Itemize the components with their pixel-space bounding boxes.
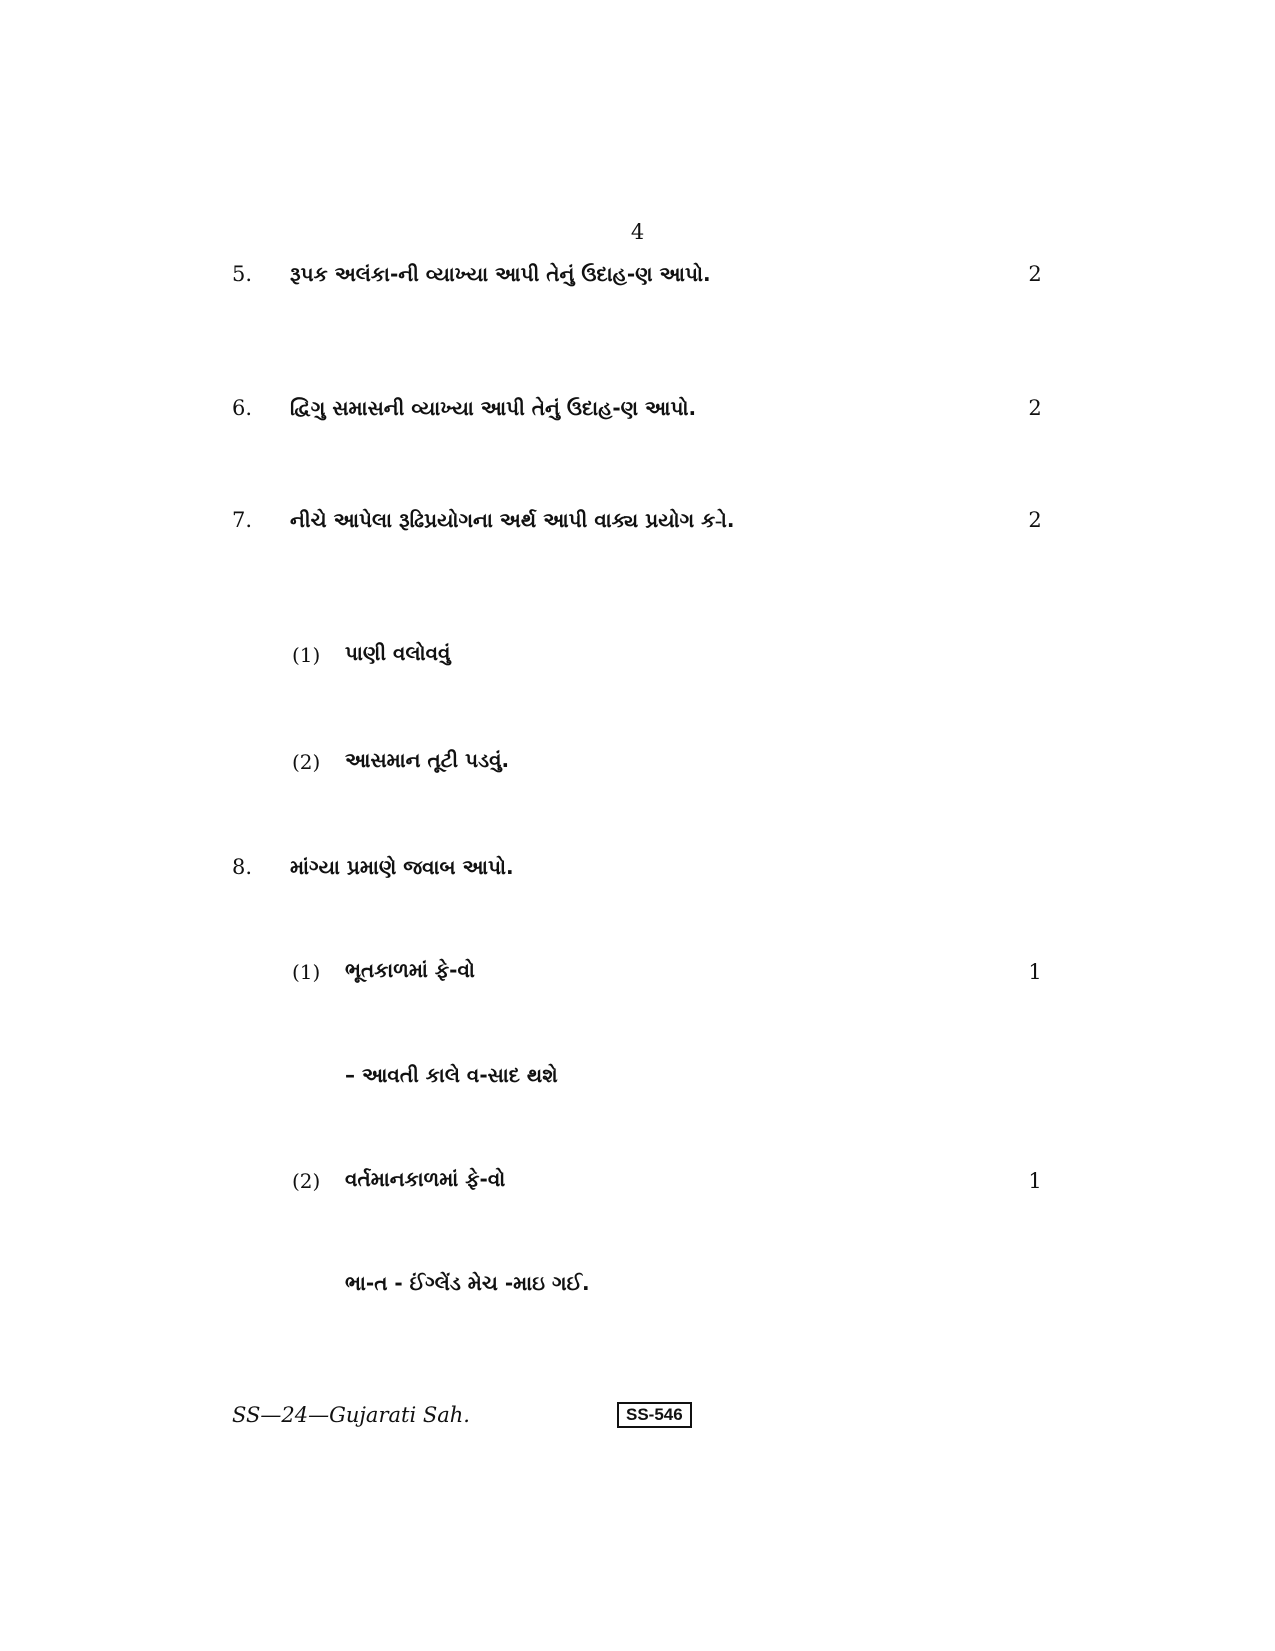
question-5-number: 5. [232, 262, 253, 286]
question-7-number: 7. [232, 508, 253, 532]
question-8-sub-2-number: (2) [292, 1169, 321, 1193]
question-6-marks: 2 [1028, 396, 1042, 420]
question-6-text: દ્વિગુ સમાસની વ્યાખ્યા આપી તેનું ઉદાહ-ણ આપો. [290, 396, 697, 420]
page-number: 4 [630, 220, 645, 244]
footer-paper-title: SS—24—Gujarati Sah. [232, 1403, 470, 1427]
question-8-sub-2-detail: ભા-ત - ઈંગ્લેંડ મેચ -માઇ ગઈ. [345, 1271, 590, 1295]
question-7-marks: 2 [1028, 508, 1042, 532]
question-5-marks: 2 [1028, 262, 1042, 286]
question-7-sub-2-text: આસમાન તૂટી પડવું. [345, 748, 510, 772]
question-8-sub-1-number: (1) [292, 960, 321, 984]
question-8-text: માંગ્યા પ્રમાણે જવાબ આપો. [290, 855, 514, 879]
question-8-sub-1-marks: 1 [1028, 960, 1042, 984]
footer-paper-code: SS-546 [617, 1402, 692, 1428]
question-7-sub-2-number: (2) [292, 750, 321, 774]
question-7-sub-1-text: પાણી વલોવવું [345, 641, 451, 665]
question-8-sub-1-text: ભૂતકાળમાં ફે-વો [345, 958, 475, 982]
question-8-sub-2-marks: 1 [1028, 1169, 1042, 1193]
question-6-number: 6. [232, 396, 253, 420]
question-8-sub-2-text: વર્તમાનકાળમાં ફે-વો [345, 1167, 506, 1191]
question-5-text: રૂપક અલંકા-ની વ્યાખ્યા આપી તેનું ઉદાહ-ણ આપો. [290, 262, 711, 286]
question-8-sub-1-detail: – આવતી કાલે વ-સાદ થશે [345, 1063, 558, 1087]
question-7-sub-1-number: (1) [292, 643, 321, 667]
question-8-number: 8. [232, 855, 253, 879]
question-7-text: નીચે આપેલા રૂઢિપ્રયોગના અર્થ આપી વાક્ય પ્રયોગ ક-ો. [290, 508, 735, 532]
